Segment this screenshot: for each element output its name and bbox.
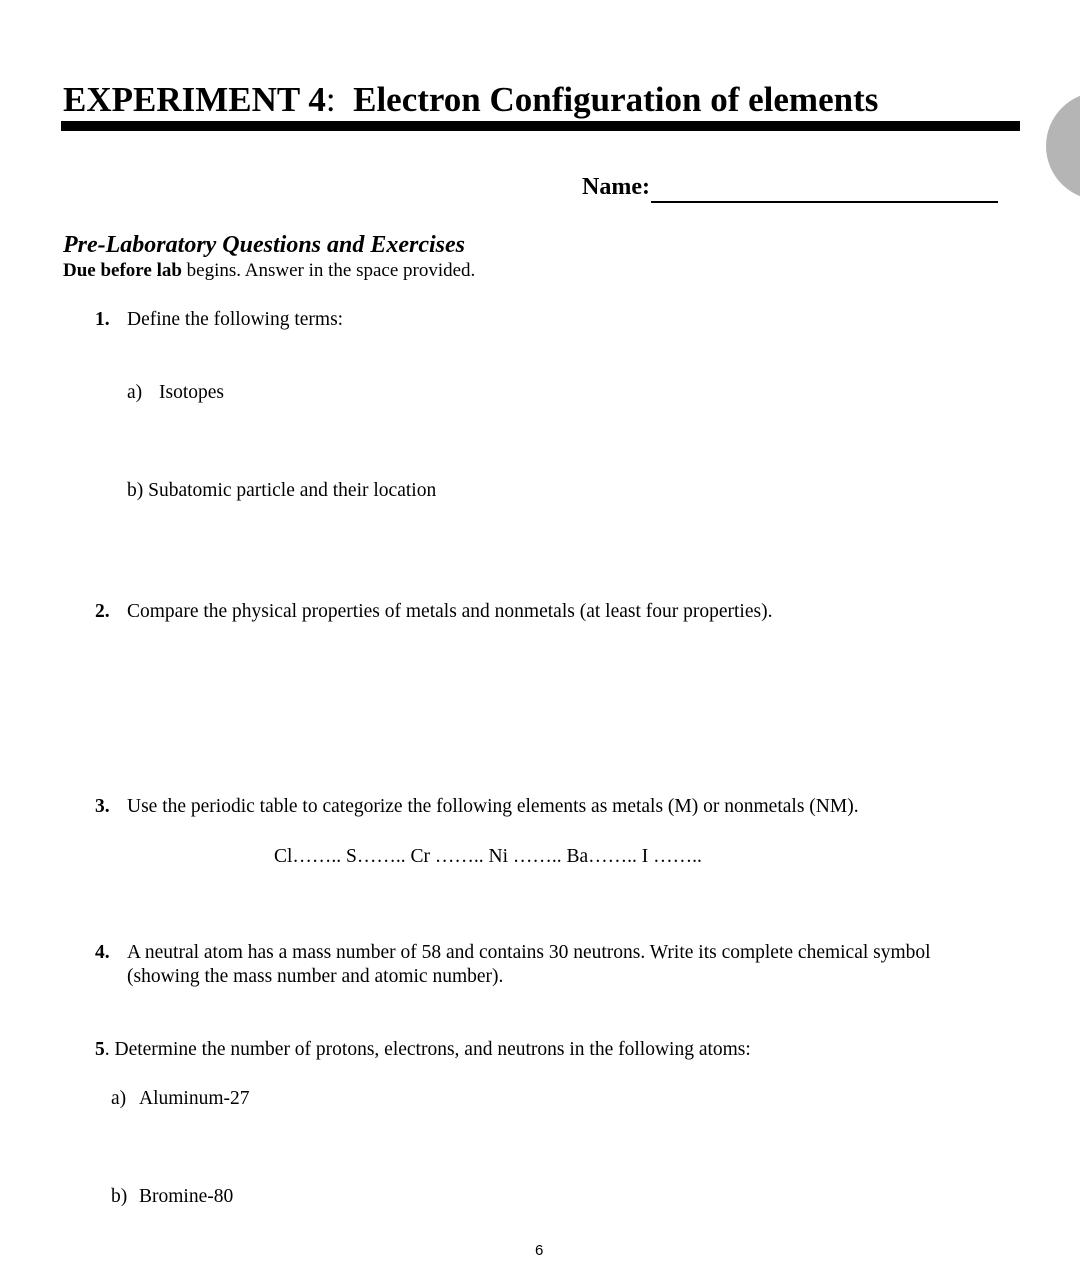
question-2-number: 2. bbox=[95, 601, 110, 622]
question-5b-text: Bromine-80 bbox=[139, 1186, 234, 1207]
question-1a-text: Isotopes bbox=[159, 382, 224, 403]
page-number: 6 bbox=[535, 1242, 544, 1259]
due-bold-text: Due before lab bbox=[63, 260, 182, 281]
title-underline-rule bbox=[61, 121, 1020, 131]
question-5-text: . Determine the number of protons, electrons, and neutrons in the following atoms: bbox=[104, 1039, 751, 1060]
question-1a-label: a) bbox=[127, 382, 143, 403]
question-3-number: 3. bbox=[95, 796, 110, 817]
page-tab-marker bbox=[1046, 92, 1080, 200]
question-2-text: Compare the physical properties of metals and nonmetals (at least four properties). bbox=[127, 601, 773, 622]
question-5a-label: a) bbox=[111, 1088, 127, 1109]
question-5 bbox=[95, 1038, 751, 1062]
question-1-text: Define the following terms: bbox=[127, 309, 344, 330]
title-colon: : bbox=[325, 80, 336, 119]
question-3-text: Use the periodic table to categorize the following elements as metals (M) or nonmetals (NM). bbox=[127, 796, 859, 817]
question-4-text-line2: (showing the mass number and atomic number). bbox=[127, 966, 504, 987]
question-3-element-list: Cl…….. S…….. Cr …….. Ni …….. Ba…….. I …….. bbox=[274, 846, 702, 867]
title-experiment-number: EXPERIMENT 4 bbox=[63, 80, 326, 119]
page-title bbox=[63, 80, 878, 120]
question-5-number: 5 bbox=[95, 1039, 105, 1060]
question-4-text-line1: A neutral atom has a mass number of 58 and contains 30 neutrons. Write its complete chemical symbol bbox=[127, 942, 931, 963]
section-heading: Pre-Laboratory Questions and Exercises bbox=[63, 232, 465, 258]
question-1b-text: b) Subatomic particle and their location bbox=[127, 480, 437, 501]
question-4-number: 4. bbox=[95, 942, 110, 963]
due-rest-text: begins. Answer in the space provided. bbox=[181, 260, 476, 281]
question-5a-text: Aluminum-27 bbox=[139, 1088, 250, 1109]
title-topic: Electron Configuration of elements bbox=[353, 80, 879, 119]
due-instructions bbox=[63, 259, 475, 283]
name-label: Name: bbox=[582, 174, 650, 200]
question-1 bbox=[95, 308, 110, 332]
name-answer-line[interactable] bbox=[651, 201, 998, 203]
question-5b-label: b) bbox=[111, 1186, 128, 1207]
question-1-number: 1. bbox=[95, 309, 110, 330]
